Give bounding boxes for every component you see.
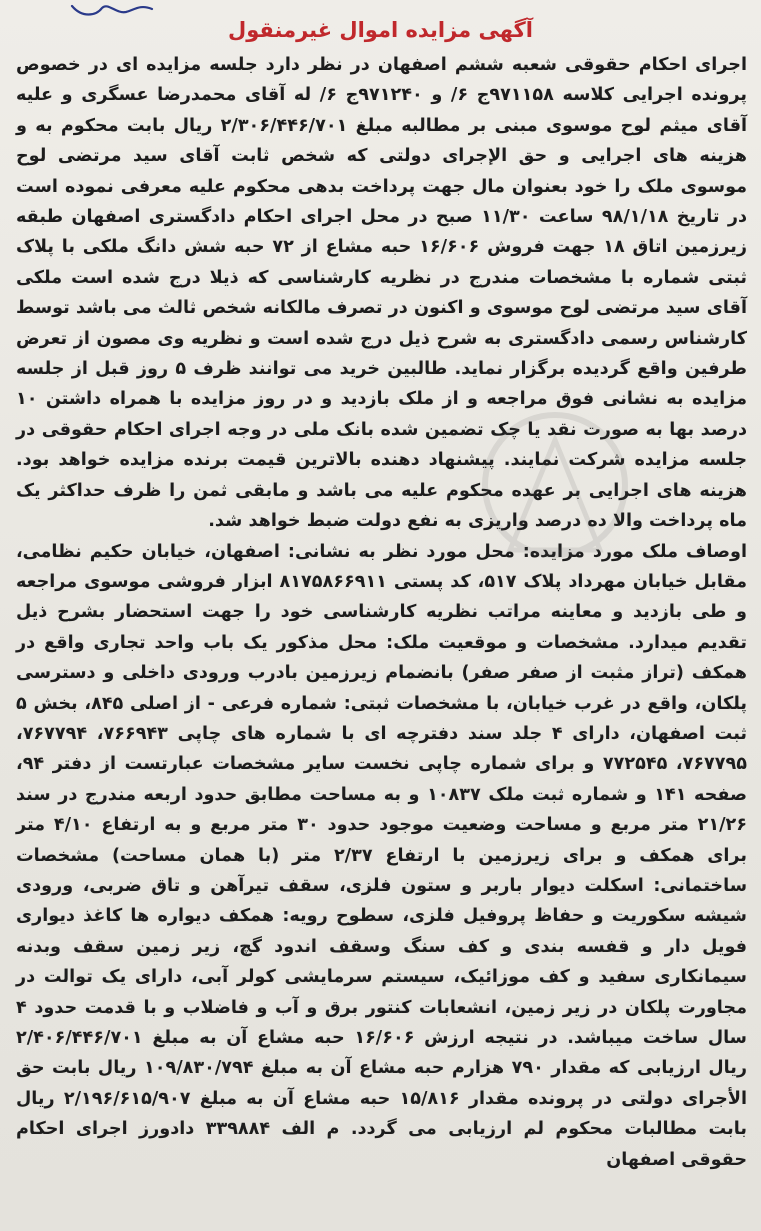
- notice-paragraph-main: اجرای احکام حقوقی شعبه ششم اصفهان در نظر دارد جلسه مزایده ای در خصوص پرونده اجرایی کلاسه ۹۷۱۱۵۸ج ۶/ و ۹۷۱۲۴۰ج ۶/ له آقای محمدرضا عسگری و علیه آقای میثم لوح موسوی مبنی بر مطالبه مبلغ ۲/۳۰۶/۴۴۶/۷۰۱ ریال بابت محکوم به و هزینه های اجرایی و حق الإجرای دولتی که شخص ثابت آقای سید مرتضی لوح موسوی ملک را خود بعنوان مال جهت پرداخت بدهی محکوم علیه معرفی نموده است در تاریخ ۹۸/۱/۱۸ ساعت ۱۱/۳۰ صبح در محل اجرای احکام دادگستری اصفهان طبقه زیرزمین اتاق ۱۸ جهت فروش ۱۶/۶۰۶ حبه مشاع از ۷۲ حبه شش دانگ ملکی با پلاک ثبتی شماره با مشخصات مندرج در نظریه کارشناسی که ذیلا درج شده است ملکی آقای سید مرتضی لوح موسوی و اکنون در تصرف مالکانه شخص ثالث می باشد توسط کارشناس رسمی دادگستری به شرح ذیل درج شده است و نظریه وی مصون از تعرض طرفین واقع گردیده برگزار نماید. طالبین خرید می توانند ظرف ۵ روز قبل از جلسه مزایده به نشانی فوق مراجعه و از ملک بازدید و در روز مزایده با همراه داشتن ۱۰ درصد بها به صورت نقد یا چک تضمین شده بانک ملی در وجه اجرای احکام حقوقی در جلسه مزایده شرکت نمایند. پیشنهاد دهنده بالاترین قیمت برنده مزایده خواهد بود. هزینه های اجرایی بر عهده محکوم علیه می باشد و مابقی ثمن را ظرف حداکثر یک ماه پرداخت والا ده درصد واریزی به نفع دولت ضبط خواهد شد.: [16, 55, 748, 532]
- notice-title: آگهی مزایده اموال غیرمنقول: [228, 18, 533, 42]
- notice-paragraph-property: اوصاف ملک مورد مزایده: محل مورد نظر به نشانی: اصفهان، خیابان حکیم نظامی، مقابل خیابان مهرداد پلاک ۵۱۷، کد پستی ۸۱۷۵۸۶۶۹۱۱ ابزار فروشی موسوی مراجعه و طی بازدید و معاینه مراتب نظریه کارشناسی خود را جهت استحضار بشرح ذیل تقدیم میدارد. مشخصات و موقعیت ملک: محل مذکور یک باب واحد تجاری واقع در همکف (تراز مثبت از صفر صفر) بانضمام زیرزمین بادرب ورودی داخلی و دسترسی پلکان، واقع در غرب خیابان، با مشخصات ثبتی: شماره فرعی - از اصلی ۸۴۵، بخش ۵ ثبت اصفهان، دارای ۴ جلد سند دفترچه ای با شماره های چاپی ۷۶۶۹۴۳، ۷۶۷۷۹۴، ۷۶۷۷۹۵، ۷۷۲۵۴۵ و برای شماره چاپی نخست سایر مشخصات عبارتست از دفتر ۹۴، صفحه ۱۴۱ و شماره ثبت ملک ۱۰۸۳۷ و به مساحت مطابق حدود اربعه مندرج در سند ۲۱/۲۶ متر مربع و مساحت وضعیت موجود حدود ۳۰ متر مربع و به ارتفاع ۴/۱۰ متر برای همکف و برای زیرزمین با ارتفاع ۲/۳۷ متر (با همان مساحت) مشخصات ساختمانی: اسکلت دیوار باربر و ستون فلزی، سقف تیرآهن و تاق ضربی، ورودی شیشه سکوریت و حفاظ پروفیل فلزی، سطوح رویه: همکف دیواره ها کاغذ دیواری فویل دار و قفسه بندی و کف سنگ وسقف اندود گچ، زیر زمین سقف وبدنه سیمانکاری سفید و کف موزائیک، سیستم سرمایشی کولر آبی، دارای یک توالت در مجاورت پلکان در زیر زمین، انشعابات کنتور برق و آب و فاضلاب و با قدمت حدود ۴ سال ساخت میباشد. در نتیجه ارزش ۱۶/۶۰۶ حبه مشاع آن به مبلغ ۲/۴۰۶/۴۴۶/۷۰۱ ریال ارزیابی که مقدار ۷۹۰ هزارم حبه مشاع آن به مبلغ ۱۰۹/۸۳۰/۷۹۴ ریال بابت حق الأجرای دولتی در پرونده مقدار ۱۵/۸۱۶ حبه مشاع آن به مبلغ ۲/۱۹۶/۶۱۵/۹۰۷ ریال بابت مطالبات محکوم لم ارزیابی می گردد. م الف ۳۳۹۸۸۴ دادورز اجرای احکام حقوقی اصفهان: [16, 541, 748, 1170]
- notice-body: [16, 50, 747, 1175]
